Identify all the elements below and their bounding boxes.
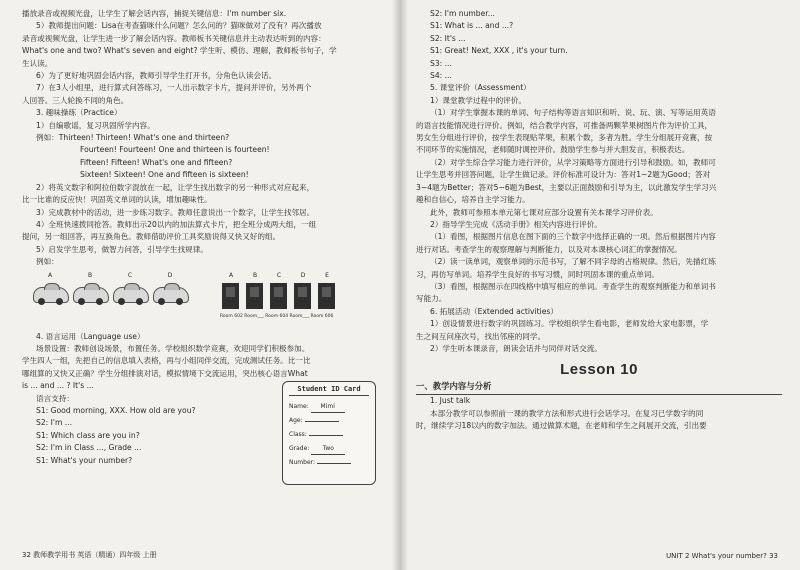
door-letter: B xyxy=(252,271,258,279)
wheel-icon xyxy=(78,298,85,305)
car-sequence xyxy=(30,271,190,323)
text-line: 男女生分组进行评价，按学生表现贴苹果，积累个数，多者为胜。学生分组展开竞赛，按 xyxy=(416,133,713,143)
text-line: 5）启发学生思考，做智力问答，引导学生找规律。 xyxy=(36,244,208,254)
wheel-icon xyxy=(56,298,63,305)
text-line: 2）将英文数字和阿拉伯数字混放在一起，让学生找出数字的另一种形式对应起来， xyxy=(36,182,315,192)
door-letter: C xyxy=(276,271,282,279)
dialogue-line: S2: It's ... xyxy=(430,33,466,43)
text-line: 人回答。三人轮换不同的角色。 xyxy=(22,95,129,105)
text-line: 播放录音或视频光盘，让学生了解会话内容，捕捉关键信息：I'm number six. xyxy=(22,9,287,18)
text-line: （2）对学生综合学习能力进行评价，从学习策略等方面进行引导和鼓励。如，教师可 xyxy=(430,157,716,167)
car-b xyxy=(70,271,110,321)
page-footer-right: UNIT 2 What's your number? 33 xyxy=(666,552,778,560)
text-line: 1）创设情景进行数字的巩固练习。学校组织学生看电影，老师发给大家电影票，学 xyxy=(430,319,709,329)
student-id-card xyxy=(282,381,376,485)
text-line: 进行对话。考查学生的观察理解与判断能力，以及对本课核心词汇的掌握情况。 xyxy=(416,244,682,254)
card-value xyxy=(317,463,351,464)
text-line: What's one and two? What's seven and eight? 学生听、模仿、理解，教师板书句子，学 xyxy=(22,46,337,56)
wheel-icon xyxy=(96,298,103,305)
text-line: 场景设置：教师创设场景，布置任务。学校组织数学竞赛，欢迎同学们积极参加。 xyxy=(36,343,310,353)
text-line: 5）教师提出问题：Lisa在考查猫咪什么问题？怎么问的？猫咪做对了没有？再次播放 xyxy=(36,21,322,31)
dialogue-line: S2: I'm ... xyxy=(36,418,73,428)
car-a xyxy=(30,271,70,321)
text-line: 习，再仿写单词。培养学生良好的书写习惯，同时巩固本课的重点单词。 xyxy=(416,269,659,279)
wheel-icon xyxy=(38,298,45,305)
lesson-title: Lesson 10 xyxy=(560,361,638,379)
support-heading: 语言支持： xyxy=(36,393,74,403)
card-row-age xyxy=(289,414,369,428)
card-value: Two xyxy=(311,444,345,455)
card-row-grade xyxy=(289,442,369,456)
card-value: Mimi xyxy=(311,402,345,413)
left-text-block-1 xyxy=(22,8,386,269)
section-heading-practice: 3. 趣味操练（Practice） xyxy=(36,108,122,118)
section-heading-assessment: 5. 课堂评价（Assessment） xyxy=(430,83,531,93)
text-line: 6）为了更好地巩固会话内容，教师引导学生打开书，分角色认读会话。 xyxy=(36,71,277,81)
text-line: 趣和自信心，培养自主学习能力。 xyxy=(416,195,530,205)
text-line: 录音或视频光盘，让学生进一步了解会话内容。教师板书关键信息并主动表达听到的内容： xyxy=(22,33,326,43)
text-line: 例如： xyxy=(36,257,59,267)
text-line: 生之间互问座次号，找出邻座的同学。 xyxy=(416,331,546,341)
dialogue-line: S2: I'm number... xyxy=(430,9,495,18)
text-line: 4）全班快速拨同抢答。教师出示20以内的加法算式卡片，把全班分成两大组，一组 xyxy=(36,219,317,229)
chant-line: Sixteen! Sixteen! One and fifteen is sixteen! xyxy=(80,170,249,180)
dialogue-line: S3: ... xyxy=(430,58,452,68)
text-line: （2）读一读单词，观察单词的示范书写，了解不同字母的占格规律。然后，先描红练 xyxy=(430,257,716,267)
door-icon xyxy=(318,283,335,309)
dialogue-line: S1: Good morning, XXX. How old are you? xyxy=(36,405,196,415)
section-title xyxy=(416,380,782,395)
car-letter: B xyxy=(87,271,93,279)
door-icon xyxy=(294,283,311,309)
text-line: 生认读。 xyxy=(22,58,53,68)
card-label: Number: xyxy=(289,458,316,466)
card-value xyxy=(309,435,343,436)
text-line: 不同环节的实施情况，老师随时调控评价。鼓励学生参与并大胆发言，积极表达。 xyxy=(416,145,690,155)
puzzle-pictures xyxy=(22,271,386,327)
room-labels: Room 602 Room___ Room 604 Room___ Room 606 xyxy=(220,313,334,319)
wheel-icon xyxy=(118,298,125,305)
right-dialogue xyxy=(416,8,782,82)
text-line: 时，继续学习18以内的数字加法。通过做算术题，在老师和学生之间展开交流，引出要 xyxy=(416,421,707,431)
right-text-block xyxy=(416,82,782,355)
door-icon xyxy=(222,283,239,309)
text-line: 写能力。 xyxy=(416,294,447,304)
card-row-number xyxy=(289,456,369,470)
page-footer-left: 32 教师教学用书 英语（精通）四年级 上册 xyxy=(22,551,157,559)
text-line: 本部分教学可以参照前一课的教学方法和形式进行会话学习。在复习已学数字的同 xyxy=(430,408,704,418)
text-line: 学生四人一组，先把自己的信息填入表格，再与小组同伴交流，完成测试任务。比一比 xyxy=(22,356,311,366)
card-label: Name: xyxy=(289,402,309,410)
car-c xyxy=(110,271,150,321)
car-d xyxy=(150,271,190,321)
text-line: 的语言技能情况进行评价。例如，结合教学内容，可推备两颗苹果树图片作为评价工具， xyxy=(416,120,713,130)
dialogue-line: S1: Which class are you in? xyxy=(36,430,140,440)
text-line: is ... and ... ? It's ... xyxy=(22,381,94,391)
door-sequence xyxy=(220,271,350,327)
wheel-icon xyxy=(176,298,183,305)
car-letter: C xyxy=(127,271,133,279)
chant-line: Fourteen! Fourteen! One and thirteen is fourteen! xyxy=(80,145,270,155)
dialogue-line: S1: What's your number? xyxy=(36,455,133,465)
door-icon xyxy=(270,283,287,309)
text-line: 让学生思考并回答问题，让学生做记录。评价标准可设计为：答对1~2题为Good；答对 xyxy=(416,170,711,180)
text-line: 3）完成教材中的活动，进一步练习数字。教师任意说出一个数字，让学生找邻居。 xyxy=(36,207,315,217)
wheel-icon xyxy=(136,298,143,305)
book-gutter xyxy=(392,0,408,570)
door-letter: E xyxy=(325,271,329,279)
card-label: Class: xyxy=(289,430,307,438)
dialogue-line: S1: Great! Next, XXX , it's your turn. xyxy=(430,46,568,56)
text-line: 2）学生听本课录音，朗读会话并与同伴对话交流。 xyxy=(430,343,602,353)
text-line: （1）对学生掌握本课的单词、句子结构等语言知识和听、说、玩、演、写等运用英语 xyxy=(430,108,716,118)
section-heading-language-use: 4. 语言运用（Language use） xyxy=(36,331,145,341)
card-label: Age: xyxy=(289,416,303,424)
section-title-text: 一、教学内容与分析 xyxy=(416,381,492,392)
text-line: 7）在3人小组里，进行算式问答练习，一人出示数字卡片，提问并评价，另外两个 xyxy=(36,83,312,93)
text-line: 3~4题为Better；答对5~6题为Best，主要以正面鼓励和引导为主，以此激发学生学习兴 xyxy=(416,182,717,192)
card-row-name xyxy=(289,400,369,414)
text-line: 此外，教师可参照本单元第七课对应部分设置有关本课学习评价表。 xyxy=(430,207,658,217)
card-value xyxy=(305,421,339,422)
text-line: 哪组算的又快又正确？学生分组排演对话，模拟情境下交流运用，突出核心语言What xyxy=(22,368,308,378)
car-letter: A xyxy=(47,271,53,279)
section-heading-extended: 6. 拓展活动（Extended activities） xyxy=(430,306,558,316)
text-line: 提问，另一组回答，再互换角色。教师借助评价工具奖励说得又快又好的组。 xyxy=(22,232,281,242)
text-line: 1）自编歌谣，复习巩固所学内容。 xyxy=(36,120,155,130)
dialogue-line: S1: What is ... and ...? xyxy=(430,21,514,31)
text-line: （1）看图，根据图片信息在图下面的三个数字中选择正确的一项。然后根据图片内容 xyxy=(430,232,716,242)
card-label: Grade: xyxy=(289,444,310,452)
chant-line: 例如：Thirteen! Thirteen! What's one and thirteen? xyxy=(36,133,230,143)
door-letter: A xyxy=(228,271,234,279)
right-page xyxy=(400,0,800,570)
card-row-class xyxy=(289,428,369,442)
door-icon xyxy=(246,283,263,309)
subsection-title: 1. Just talk xyxy=(430,396,471,406)
car-letter: D xyxy=(167,271,173,279)
dialogue-line: S2: I'm in Class ..., Grade ... xyxy=(36,443,142,453)
text-line: （3）看图，根据图示在四线格中填写相应的单词。考查学生的观察判断能力和单词书 xyxy=(430,281,716,291)
text-line: 2）指导学生完成《活动手册》相关内容进行评价。 xyxy=(430,219,602,229)
text-line: 比一比谁的反应快！巩固英文单词的认读，增加趣味性。 xyxy=(22,195,212,205)
dialogue-line: S4: ... xyxy=(430,71,452,81)
card-title: Student ID Card xyxy=(289,385,369,396)
wheel-icon xyxy=(158,298,165,305)
text-line: 1）课堂教学过程中的评价。 xyxy=(430,95,526,105)
chant-line: Fifteen! Fifteen! What's one and fifteen? xyxy=(80,157,233,167)
door-letter: D xyxy=(300,271,306,279)
